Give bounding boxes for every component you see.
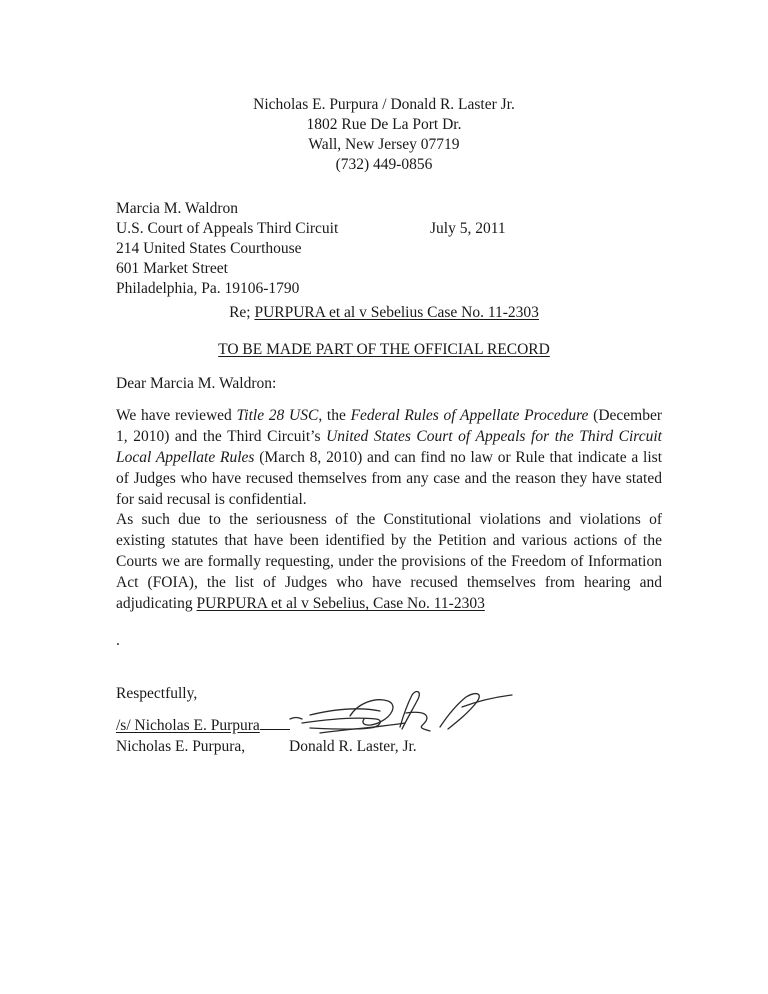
sender-phone: (732) 449-0856 <box>335 156 433 173</box>
signer-2-name: Donald R. Laster, Jr. <box>289 738 417 755</box>
recipient-name: Marcia M. Waldron <box>116 200 239 217</box>
p1-text-4: (March 8, 2010) and can find no law or Rule that indicate a list of Judges who have recused themselves from any case and the reason they have stated for said recusal is confidential. <box>116 449 662 508</box>
letter-date: July 5, 2011 <box>430 220 506 237</box>
p1-title-28: Title 28 USC <box>236 407 319 424</box>
p1-text-2: , the <box>318 407 351 424</box>
record-notice: TO BE MADE PART OF THE OFFICIAL RECORD <box>218 341 550 358</box>
p1-frap: Federal Rules of Appellate Procedure <box>350 407 589 424</box>
sender-city: Wall, New Jersey 07719 <box>308 136 460 153</box>
p1-text-1: We have reviewed <box>116 407 237 424</box>
body-paragraph-1 <box>116 405 662 510</box>
re-prefix: Re; <box>229 304 255 321</box>
re-line <box>0 302 768 323</box>
re-case: PURPURA et al v Sebelius Case No. 11-2303 <box>254 304 539 321</box>
body-paragraph-2 <box>116 509 662 614</box>
sender-names: Nicholas E. Purpura / Donald R. Laster Jr. <box>253 96 515 113</box>
signature-typed <box>116 715 290 736</box>
p1-local-rules: United States Court of Appeals for the Third Circuit Local Appellate Rules <box>116 428 662 466</box>
salutation: Dear Marcia M. Waldron: <box>116 375 277 392</box>
p2-case: PURPURA et al v Sebelius, Case No. 11-2303 <box>196 595 485 612</box>
recipient-street: 601 Market Street <box>116 260 228 277</box>
signer-1-name: Nicholas E. Purpura, <box>116 738 246 755</box>
recipient-building: 214 United States Courthouse <box>116 240 302 257</box>
closing: Respectfully, <box>116 685 198 702</box>
recipient-court: U.S. Court of Appeals Third Circuit <box>116 220 339 237</box>
sender-street: 1802 Rue De La Port Dr. <box>306 116 462 133</box>
signature-typed-text: /s/ Nicholas E. Purpura <box>116 717 260 734</box>
p1-text-3: (December 1, 2010) and the Third Circuit’s <box>116 407 663 445</box>
p2-text: As such due to the seriousness of the Constitutional violations and violations of existing statutes that have been identified by the Petition and various actions of the Courts we are formally requesting, under the provisions of the Freedom of Information Act (FOIA), the list of Judges who have recused themselves from hearing and adjudicating <box>116 511 662 612</box>
recipient-city: Philadelphia, Pa. 19106-1790 <box>116 280 300 297</box>
stray-mark: . <box>116 632 120 649</box>
